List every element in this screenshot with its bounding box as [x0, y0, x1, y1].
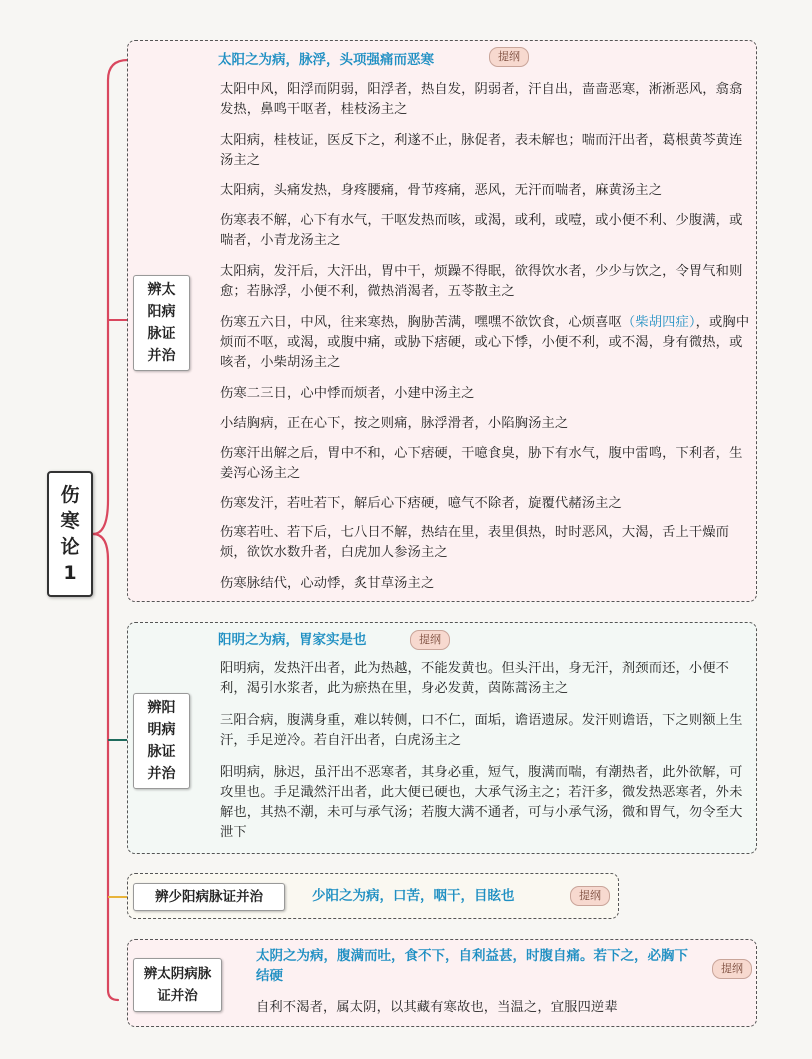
taiyang-item-4: 伤寒表不解，心下有水气，干呕发热而咳，或渴，或利，或噎，或小便不利、少腹满，或喘者，小青龙汤主之 [220, 213, 743, 248]
taiyang-item-11: 伤寒若吐、若下后，七八日不解，热结在里，表里俱热，时时恶风，大渴，舌上干燥而烦，欲饮水数升者，白虎加人参汤主之 [220, 525, 730, 560]
taiyin-category: 辨太阴病脉证并治 [133, 958, 222, 1012]
taiyang-category: 辨太阳病脉证并治 [133, 275, 190, 371]
shaoyang-outline-tag[interactable]: 提纲 [570, 886, 610, 906]
taiyin-heading: 太阴之为病，腹满而吐，食不下，自利益甚，时腹自痛。若下之，必胸下结硬 [256, 948, 688, 984]
yangming-category: 辨阳明病脉证并治 [133, 693, 190, 789]
main-trunk [93, 60, 128, 1000]
yangming-item-3: 阳明病，脉迟，虽汗出不恶寒者，其身必重，短气，腹满而喘，有潮热者，此外欲解，可攻里也。手足濈然汗出者，此大便已硬也，大承气汤主之；若汗多，微发热恶寒者，外未解也，其热不潮，未可与承气汤；若腹大满不通者，可与小承气汤，微和胃气，勿令至大泄下 [220, 765, 743, 840]
taiyang-item-3: 太阳病，头痛发热，身疼腰痛，骨节疼痛，恶风，无汗而喘者，麻黄汤主之 [220, 183, 663, 198]
taiyin-item-1: 自利不渴者，属太阴，以其藏有寒故也，当温之，宜服四逆辈 [256, 1000, 618, 1015]
root-node [47, 471, 93, 597]
taiyang-item-6-note: （柴胡四症） [621, 315, 696, 330]
taiyang-heading: 太阳之为病，脉浮，头项强痛而恶寒 [218, 52, 434, 68]
taiyang-item-6: 伤寒五六日，中风，往来寒热，胸胁苦满，嘿嘿不欲饮食，心烦喜呕（柴胡四症），或胸中烦而不呕，或渴，或腹中痛，或胁下痞硬，或心下悸，小便不利，或不渴，身有微热，或咳者，小柴胡汤主之 [220, 315, 750, 370]
taiyin-outline-tag[interactable]: 提纲 [712, 959, 752, 979]
taiyang-item-7: 伤寒二三日，心中悸而烦者，小建中汤主之 [220, 386, 475, 401]
root-title: 伤寒论1 [60, 484, 80, 584]
shaoyang-heading: 少阳之为病，口苦，咽干，目眩也 [312, 888, 515, 904]
taiyang-item-1: 太阳中风，阳浮而阴弱，阳浮者，热自发，阴弱者，汗自出，啬啬恶寒，淅淅恶风，翕翕发热，鼻鸣干呕者，桂枝汤主之 [220, 82, 743, 117]
taiyang-item-9: 伤寒汗出解之后，胃中不和，心下痞硬，干噫食臭，胁下有水气，腹中雷鸣，下利者，生姜泻心汤主之 [220, 446, 743, 481]
taiyang-item-5: 太阳病，发汗后，大汗出，胃中干，烦躁不得眠，欲得饮水者，少少与饮之，令胃气和则愈；若脉浮，小便不利，微热消渴者，五苓散主之 [220, 264, 743, 299]
yangming-item-1: 阳明病，发热汗出者，此为热越，不能发黄也。但头汗出，身无汗，剂颈而还，小便不利，渴引水浆者，此为瘀热在里，身必发黄，茵陈蒿汤主之 [220, 661, 730, 696]
yangming-outline-tag[interactable]: 提纲 [410, 630, 450, 650]
taiyang-item-8: 小结胸病，正在心下，按之则痛，脉浮滑者，小陷胸汤主之 [220, 416, 569, 431]
taiyang-item-10: 伤寒发汗，若吐若下，解后心下痞硬，噫气不除者，旋覆代赭汤主之 [220, 496, 622, 511]
taiyang-outline-tag[interactable]: 提纲 [489, 47, 529, 67]
taiyang-item-2: 太阳病，桂枝证，医反下之，利遂不止，脉促者，表未解也；喘而汗出者，葛根黄芩黄连汤主之 [220, 133, 743, 168]
yangming-item-2: 三阳合病，腹满身重，难以转侧，口不仁，面垢，谵语遗尿。发汗则谵语，下之则额上生汗，手足逆冷。若自汗出者，白虎汤主之 [220, 713, 743, 748]
taiyang-item-12: 伤寒脉结代，心动悸，炙甘草汤主之 [220, 576, 435, 591]
yangming-heading: 阳明之为病，胃家实是也 [218, 632, 367, 648]
shaoyang-category: 辨少阳病脉证并治 [133, 883, 285, 911]
